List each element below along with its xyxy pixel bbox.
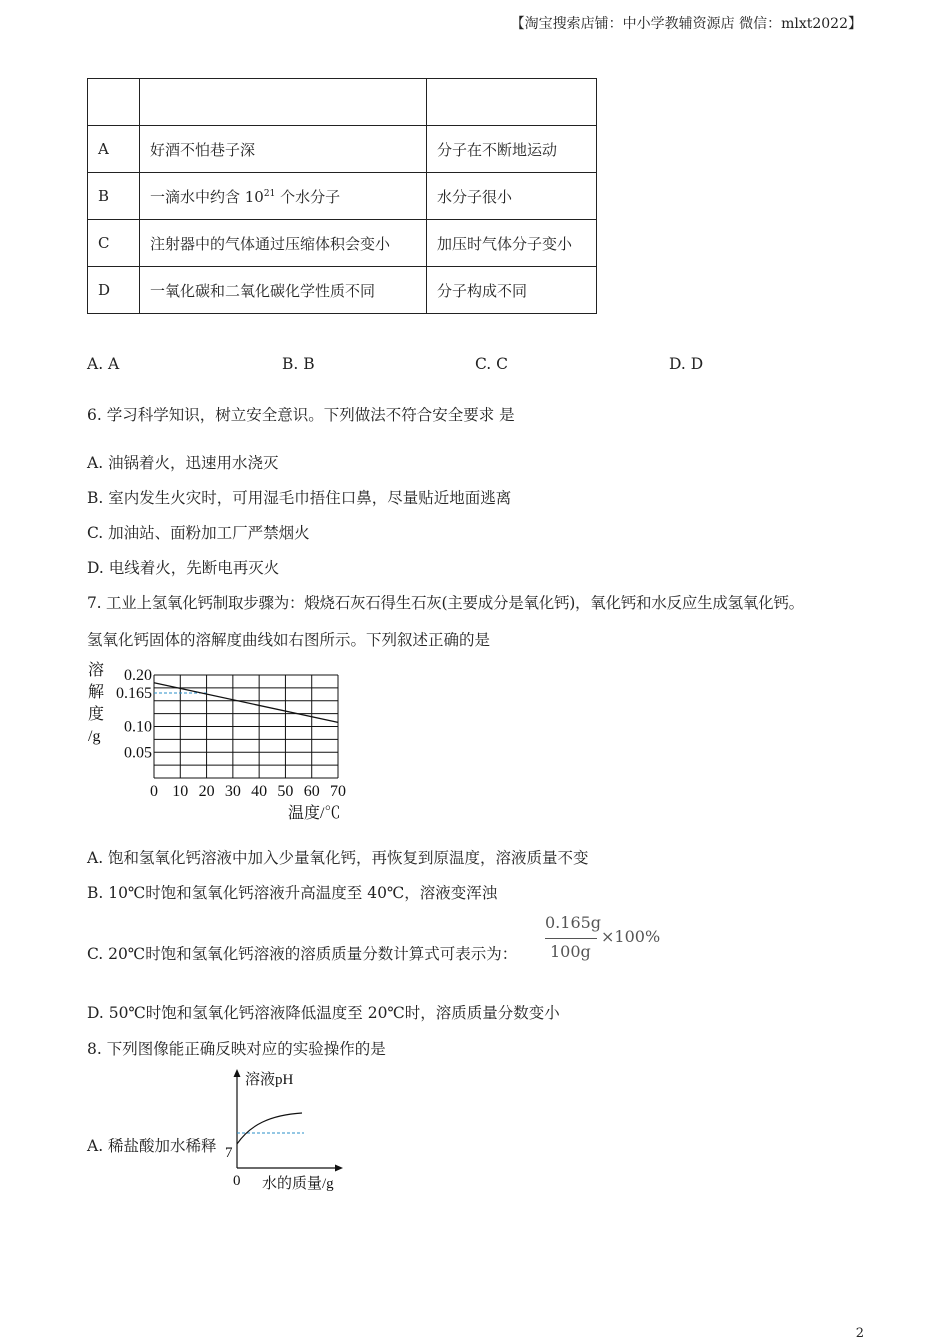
row-letter: A	[88, 126, 140, 173]
y-marker-label: 7	[225, 1145, 233, 1161]
ylabel-char: 溶	[88, 662, 105, 679]
row-letter: C	[88, 220, 140, 267]
q6-option-a[interactable]: A. 油锅着火，迅速用水浇灭	[87, 454, 279, 472]
table-header-row	[88, 79, 597, 126]
origin-label: 0	[233, 1173, 241, 1189]
row-fact: 好酒不怕巷子深	[140, 126, 427, 173]
solubility-chart	[84, 655, 374, 830]
x-axis-label: 温度/℃	[288, 805, 341, 822]
q7-stem-line1: 7. 工业上氢氧化钙制取步骤为：煅烧石灰石得生石灰(主要成分是氧化钙)，氧化钙和水反应生成氢氧化钙。	[87, 594, 804, 612]
ylabel-char: 度	[88, 706, 105, 723]
ylabel-char: 解	[88, 684, 105, 701]
row-explanation: 加压时气体分子变小	[427, 220, 597, 267]
mass-fraction-formula	[545, 913, 661, 965]
q8-option-a[interactable]: A. 稀盐酸加水稀释	[87, 1137, 217, 1155]
q6-stem: 6. 学习科学知识，树立安全意识。下列做法不符合安全要求 是	[87, 406, 515, 424]
y-tick-label: 0.10	[124, 718, 152, 736]
q5-option-b[interactable]: B. B	[282, 355, 315, 373]
ph-curve	[237, 1113, 302, 1144]
q5-options	[87, 355, 807, 377]
q7-option-d[interactable]: D. 50℃时饱和氢氧化钙溶液降低温度至 20℃时，溶质质量分数变小	[87, 1004, 560, 1022]
y-tick-label: 0.05	[124, 744, 152, 762]
q5-option-d[interactable]: D. D	[669, 355, 704, 373]
table-row	[88, 173, 597, 220]
y-axis-label: 溶液pH	[245, 1072, 294, 1088]
x-tick-label: 20	[198, 783, 215, 800]
q6-option-c[interactable]: C. 加油站、面粉加工厂严禁烟火	[87, 524, 310, 542]
x-tick-label: 10	[172, 783, 189, 800]
q7-option-b[interactable]: B. 10℃时饱和氢氧化钙溶液升高温度至 40℃，溶液变浑浊	[87, 884, 498, 902]
q6-option-d[interactable]: D. 电线着火，先断电再灭火	[87, 559, 280, 577]
y-tick-label: 0.20	[124, 667, 152, 684]
q8-stem: 8. 下列图像能正确反映对应的实验操作的是	[87, 1040, 386, 1058]
table-row	[88, 267, 597, 314]
y-tick-label: 0.165	[116, 685, 152, 703]
y-axis-arrow	[234, 1069, 241, 1077]
table-row	[88, 126, 597, 173]
x-axis-arrow	[335, 1165, 343, 1172]
solubility-curve	[154, 683, 338, 723]
q5-option-a[interactable]: A. A	[87, 355, 120, 373]
formula-suffix: ×100%	[601, 927, 661, 946]
row-fact: 一滴水中约含 $10^{21}$ 个水分子	[140, 173, 427, 220]
row-fact: 一氧化碳和二氧化碳化学性质不同	[140, 267, 427, 314]
x-tick-label: 40	[251, 783, 268, 800]
row-letter: B	[88, 173, 140, 220]
formula-numerator: 0.165g	[545, 913, 602, 932]
q6-option-b[interactable]: B. 室内发生火灾时，可用湿毛巾捂住口鼻，尽量贴近地面逃离	[87, 489, 512, 507]
table-row	[88, 220, 597, 267]
fraction-bar	[545, 938, 597, 939]
page-number: 2	[855, 1326, 864, 1341]
x-tick-label: 30	[224, 783, 241, 800]
q7-stem-line2: 氢氧化钙固体的溶解度曲线如右图所示。下列叙述正确的是	[87, 631, 491, 649]
q5-option-c[interactable]: C. C	[475, 355, 509, 373]
ylabel-char: /g	[88, 728, 101, 745]
x-axis-label: 水的质量/g	[262, 1176, 334, 1192]
question5-table	[87, 78, 597, 314]
formula-denominator: 100g	[550, 942, 591, 961]
q7-option-a[interactable]: A. 饱和氢氧化钙溶液中加入少量氧化钙，再恢复到原温度，溶液质量不变	[87, 849, 589, 867]
x-tick-label: 70	[330, 783, 346, 800]
x-tick-label: 0	[150, 783, 158, 800]
row-explanation: 分子构成不同	[427, 267, 597, 314]
row-letter: D	[88, 267, 140, 314]
x-tick-label: 50	[277, 783, 294, 800]
q7-option-c[interactable]: C. 20℃时饱和氢氧化钙溶液的溶质质量分数计算式可表示为：	[87, 945, 518, 963]
row-explanation: 水分子很小	[427, 173, 597, 220]
ph-graph	[222, 1065, 352, 1195]
page-header: 【淘宝搜索店铺：中小学教辅资源店 微信：mlxt2022】	[510, 16, 862, 32]
row-fact: 注射器中的气体通过压缩体积会变小	[140, 220, 427, 267]
row-explanation: 分子在不断地运动	[427, 126, 597, 173]
x-tick-label: 60	[303, 783, 320, 800]
